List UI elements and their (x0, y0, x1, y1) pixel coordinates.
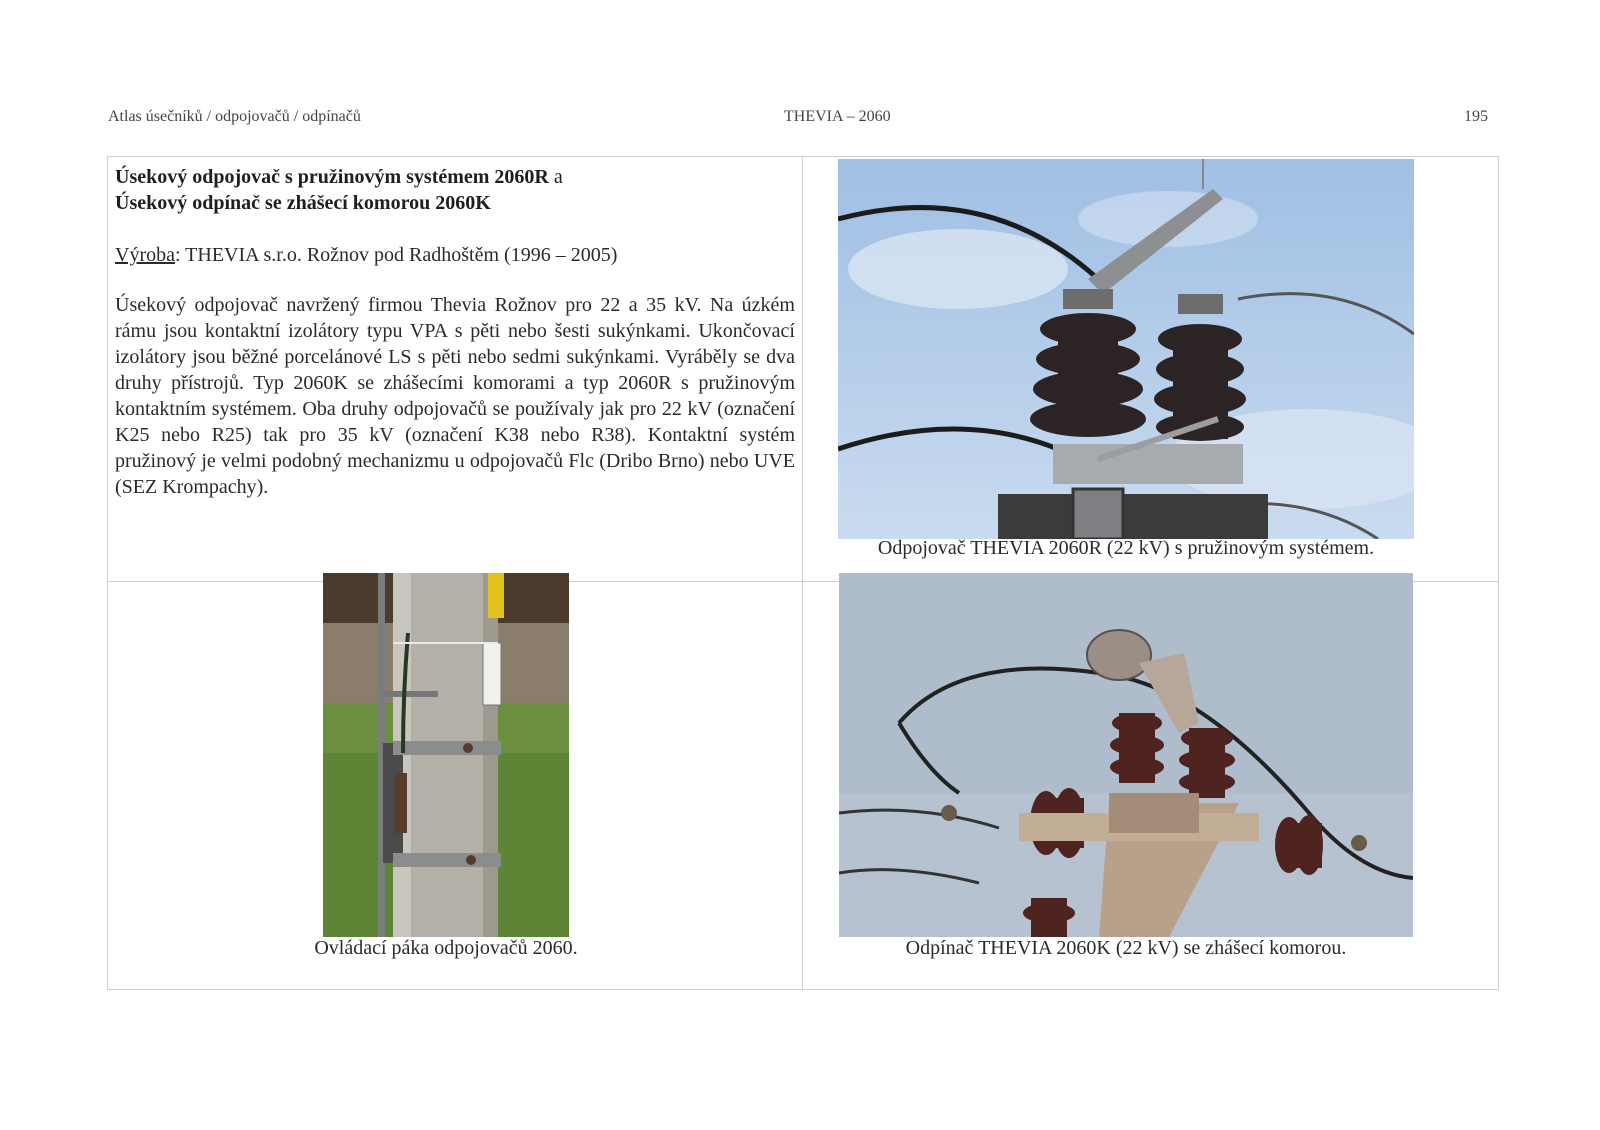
photo-operating-lever (323, 573, 569, 937)
title-line-1: Úsekový odpojovač s pružinovým systémem 2060R (115, 166, 549, 188)
running-header (108, 108, 1488, 132)
intro-cell (115, 164, 795, 500)
photo-2060k-load-break-switch (839, 573, 1413, 937)
figure-caption-2060k: Odpínač THEVIA 2060K (22 kV) se zhášecí komorou. (905, 937, 1347, 959)
content-table (107, 156, 1499, 990)
header-atlas-title: Atlas úsečníků / odpojovačů / odpínačů (108, 108, 361, 125)
manufacturer-line (115, 242, 795, 268)
manufacturer-text: : THEVIA s.r.o. Rožnov pod Radhoštěm (1996 – 2005) (174, 244, 618, 266)
header-section-title: THEVIA – 2060 (784, 108, 891, 125)
figure-caption-lever: Ovládací páka odpojovačů 2060. (314, 937, 578, 959)
column-divider (802, 157, 803, 989)
description-paragraph: Úsekový odpojovač navržený firmou Thevia Rožnov pro 22 a 35 kV. Na úzkém rámu jsou kontaktní izolátory typu VPA s pěti nebo šesti sukýnkami. Ukončovací izolátory jsou běžné porcelánové LS s pěti nebo sedmi sukýnkami. Vyráběly se dva druhy přístrojů. Typ 2060K se zhášecími komorami a typ 2060R s pružinovým kontaktním systémem. Oba druhy odpojovačů se používaly jak pro 22 kV (označení K25 nebo R25) tak pro 35 kV (označení K38 nebo R38). Kontaktní systém pružinový je velmi podobný mechanizmu u odpojovačů Flc (Dribo Brno) nebo UVE (SEZ Krompachy). (115, 294, 795, 498)
photo-2060r-disconnector (838, 159, 1414, 539)
section-title (115, 164, 795, 216)
title-line-2: Úsekový odpínač se zhášecí komorou 2060K (115, 192, 491, 214)
title-conjunction: a (548, 166, 563, 188)
manufacturer-label: Výroba (115, 244, 175, 266)
page-number: 195 (1464, 108, 1488, 125)
figure-caption-2060r: Odpojovač THEVIA 2060R (22 kV) s pružinovým systémem. (877, 537, 1375, 559)
